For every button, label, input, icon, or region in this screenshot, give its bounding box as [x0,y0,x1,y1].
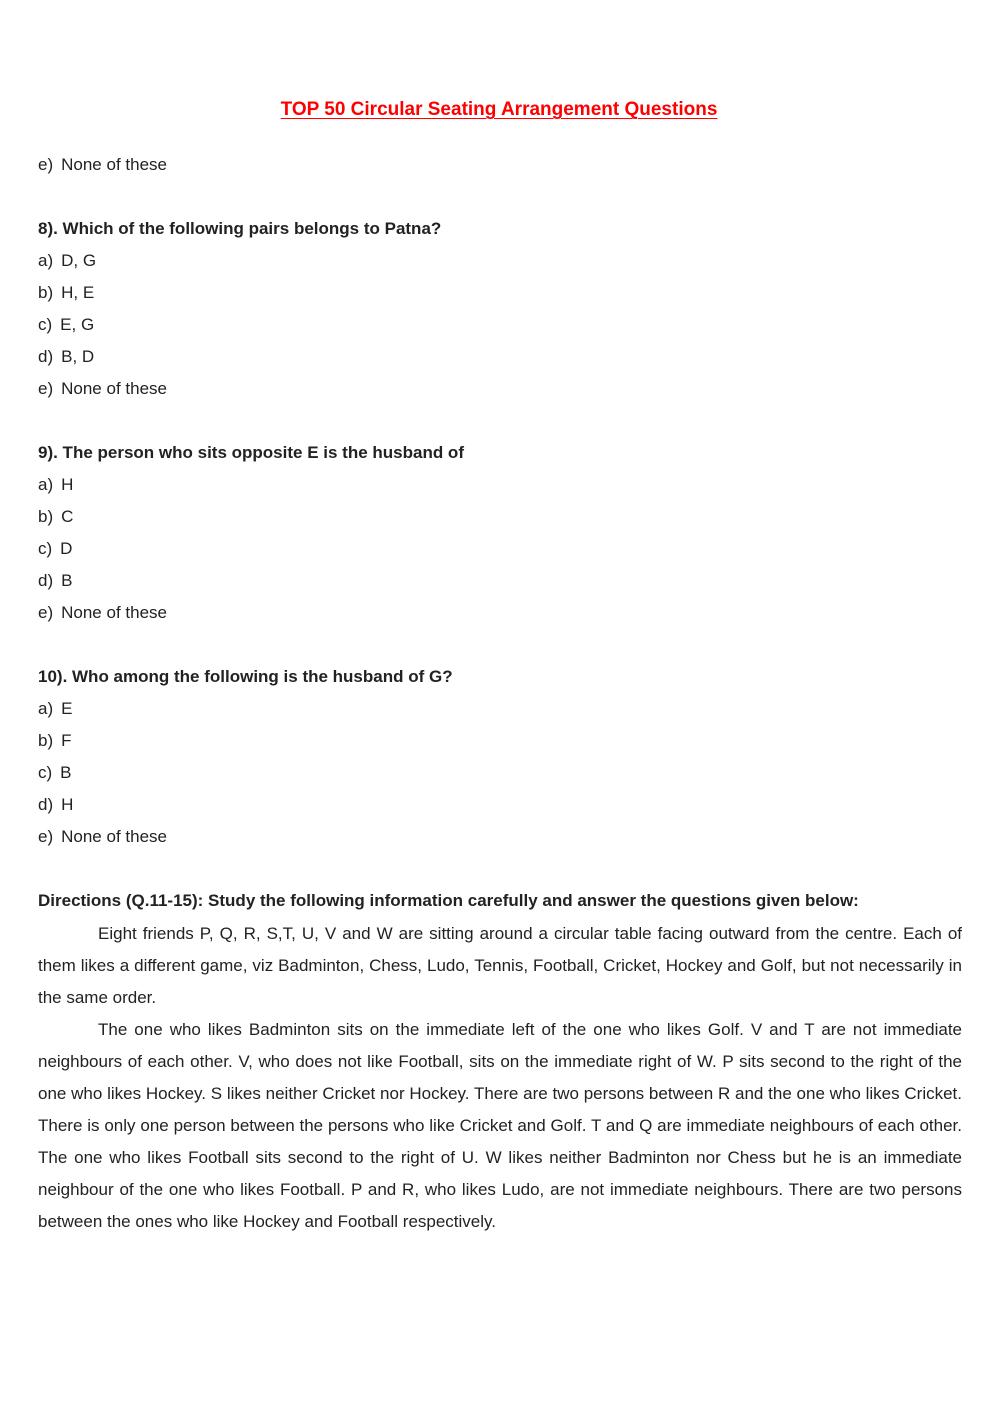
page-title [0,97,992,123]
option-text: B, D [61,347,95,366]
option-letter: a) [38,699,54,718]
q8-option-b [38,278,962,310]
option-text: None of these [61,379,167,398]
spacer [38,854,962,886]
option-text: C [61,507,74,526]
option-text: D, G [61,251,97,270]
option-letter: e) [38,827,54,846]
question-10: 10). Who among the following is the husband of G? [38,667,453,686]
option-letter: b) [38,731,54,750]
option-text: E, G [60,315,95,334]
option-letter: a) [38,251,54,270]
option-letter: b) [38,507,54,526]
option-letter: e) [38,379,54,398]
option-letter: a) [38,475,54,494]
question-9: 9). The person who sits opposite E is the husband of [38,443,464,462]
q9-option-c [38,534,962,566]
q9-option-b [38,502,962,534]
option-text: None of these [61,155,167,174]
q10-option-c [38,758,962,790]
q10-option-d [38,790,962,822]
option-text: H [61,475,74,494]
option-letter: c) [38,763,53,782]
directions-paragraph-2: The one who likes Badminton sits on the immediate left of the one who likes Golf. V and T are not immediate neighbours of each other. V, who does not like Football, sits on the immediate right of W. P sits second to the right of the one who likes Hockey. S likes neither Cricket nor Hockey. There are two persons between R and the one who likes Cricket. There is only one person between the persons who like Cricket and Golf. T and Q are immediate neighbours of each other. The one who likes Football sits second to the right of U. W likes neither Badminton nor Chess but he is an immediate neighbour of the one who likes Football. P and R, who likes Ludo, are not immediate neighbours. There are two persons between the ones who like Hockey and Football respectively. [38,1020,962,1231]
q10-option-b [38,726,962,758]
option-text: B [61,571,73,590]
document-body [38,150,962,1238]
option-letter: b) [38,283,54,302]
q8-option-e [38,374,962,406]
q8-option-a [38,246,962,278]
option-letter: d) [38,347,54,366]
option-text: H [61,795,74,814]
option-letter: e) [38,155,54,174]
option-text: D [60,539,73,558]
q9-option-e [38,598,962,630]
option-text: B [60,763,72,782]
option-letter: c) [38,539,53,558]
q8-option-c [38,310,962,342]
directions-paragraph-1: Eight friends P, Q, R, S,T, U, V and W are sitting around a circular table facing outward from the centre. Each of them likes a different game, viz Badminton, Chess, Ludo, Tennis, Football, Cricket, Hockey and Golf, but not necessarily in the same order. [38,924,962,1007]
option-text: F [61,731,72,750]
q8-option-d [38,342,962,374]
option-prev-e [38,150,962,182]
spacer [38,406,962,438]
q9-option-d [38,566,962,598]
q10-option-a [38,694,962,726]
option-text: None of these [61,827,167,846]
option-text: H, E [61,283,95,302]
option-letter: c) [38,315,53,334]
option-text: E [61,699,73,718]
page-title-text: TOP 50 Circular Seating Arrangement Questions [280,99,718,120]
q10-option-e [38,822,962,854]
option-text: None of these [61,603,167,622]
option-letter: d) [38,795,54,814]
option-letter: e) [38,603,54,622]
spacer [38,182,962,214]
spacer [38,630,962,662]
question-8: 8). Which of the following pairs belongs to Patna? [38,219,442,238]
q9-option-a [38,470,962,502]
directions-heading: Directions (Q.11-15): Study the following information carefully and answer the questions given below: [38,891,859,910]
option-letter: d) [38,571,54,590]
